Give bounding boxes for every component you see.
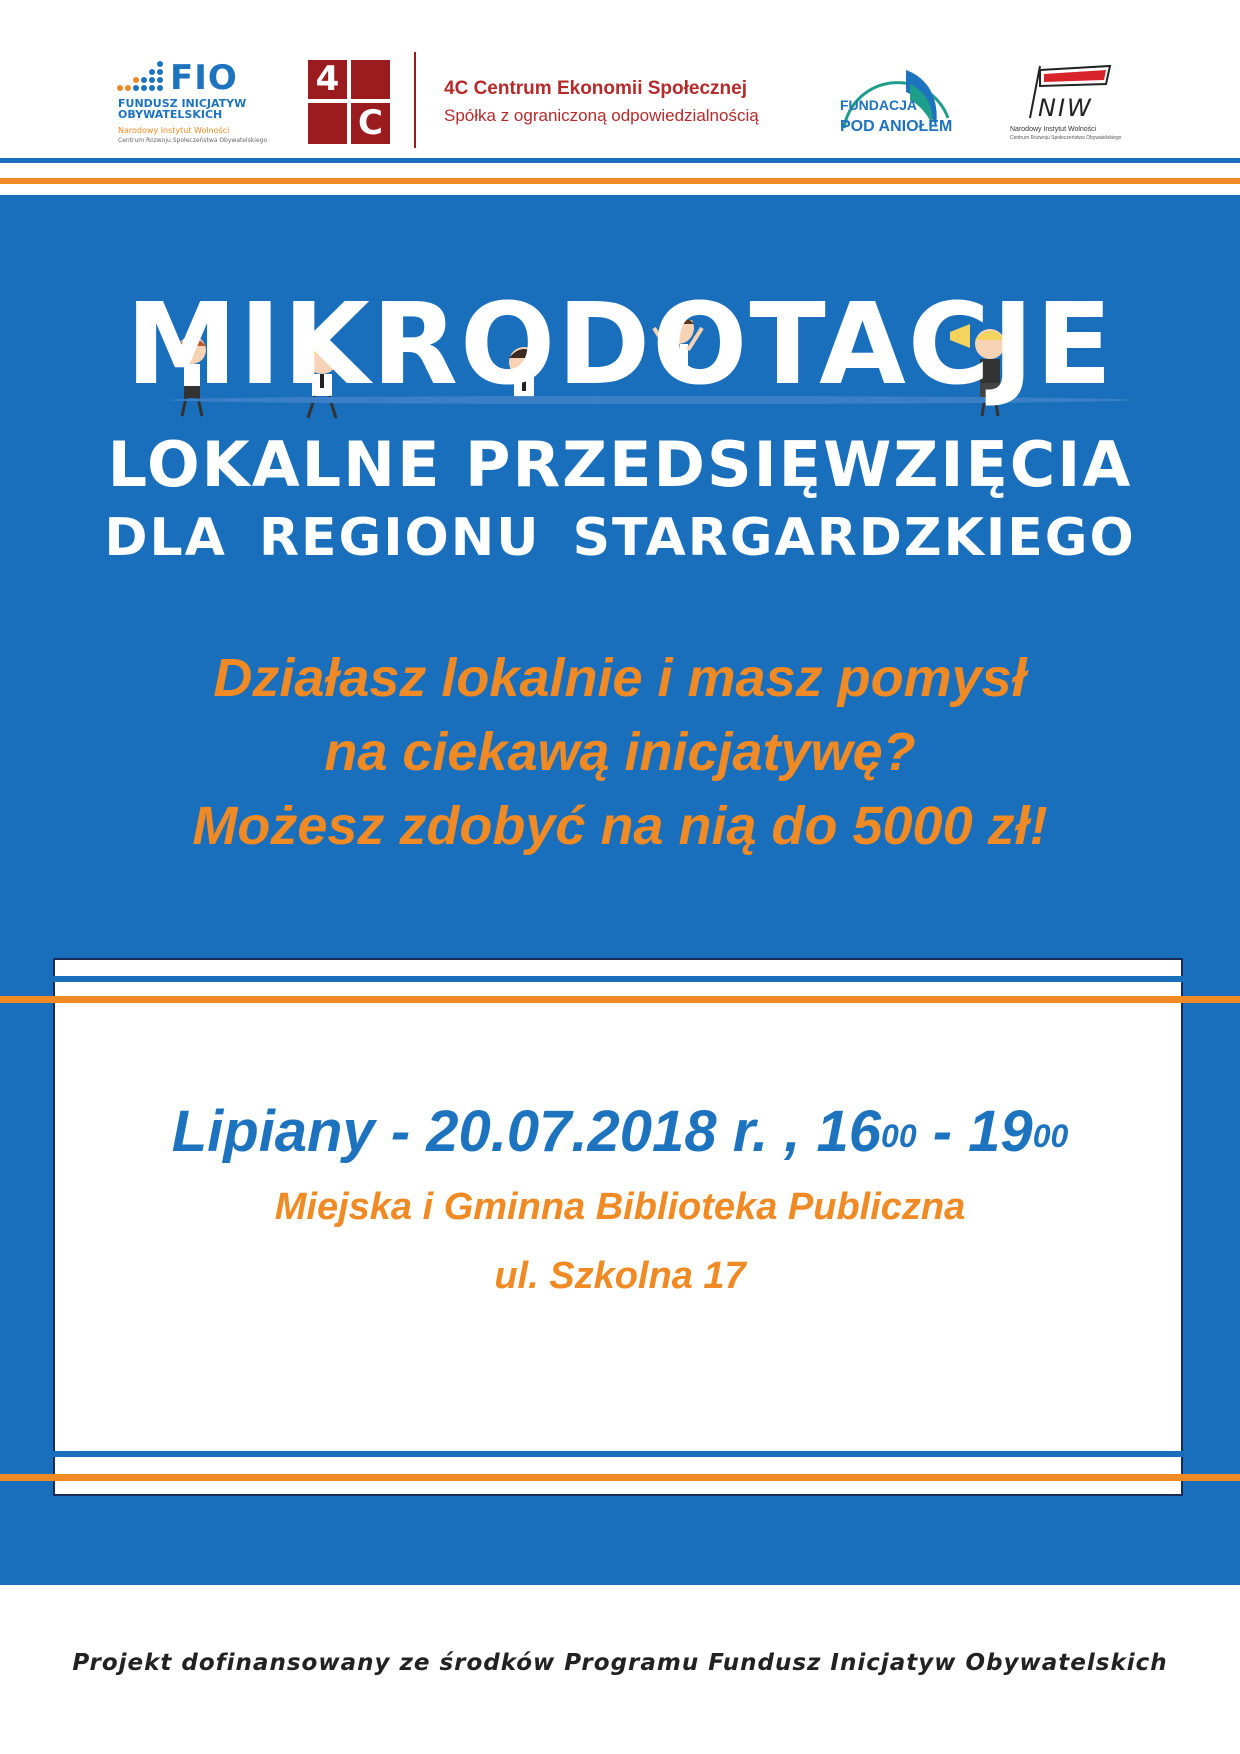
event-address: ul. Szkolna 17 (494, 1255, 746, 1297)
dots-icon (116, 58, 168, 96)
subtitle-region: DLA REGIONU STARGARDZKIEGO (104, 508, 1136, 568)
c4-mark: 4 C (308, 60, 390, 144)
box-stripe-orange-bottom (0, 1474, 1240, 1481)
niw-sub: Centrum Rozwoju Społeczeństwa Obywatelskiego (1010, 135, 1122, 141)
header-stripe-blue (0, 158, 1240, 163)
event-venue: Miejska i Gminna Biblioteka Publiczna (274, 1186, 966, 1228)
header-stripe-orange (0, 178, 1240, 184)
box-stripe-blue-top (53, 976, 1183, 982)
c4-divider (414, 52, 416, 148)
fio-subtitle: FUNDUSZ INICJATYW OBYWATELSKICH (118, 97, 247, 121)
c4-name: 4C Centrum Ekonomii Społecznej (444, 78, 747, 99)
fpa-bottom: POD ANIOŁEM (840, 118, 953, 135)
question-line-1: Działasz lokalnie i masz pomysł (213, 648, 1027, 708)
question-line-3: Możesz zdobyć na nią do 5000 zł! (192, 796, 1048, 856)
fio-tiny: Centrum Rozwoju Społeczeństwa Obywatelskiego (118, 137, 268, 144)
box-stripe-orange-top (0, 996, 1240, 1003)
subtitle-local: LOKALNE PRZEDSIĘWZIĘCIA (107, 428, 1133, 501)
fpa-top: FUNDACJA (840, 97, 917, 113)
niw-name: Narodowy Instytut Wolności (1010, 126, 1097, 133)
event-date-time: Lipiany - 20.07.2018 r. , $16^{00} - 19^{00}$ (171, 1099, 1069, 1164)
main-title: MIKRODOTACJE (125, 280, 1115, 410)
box-stripe-blue-bottom (53, 1451, 1183, 1457)
fio-small: Narodowy Instytut Wolności (118, 126, 230, 135)
fio-title: FIO (170, 58, 238, 98)
niw-mark: NIW (1038, 94, 1093, 122)
footer-note: Projekt dofinansowany ze środków Programu Fundusz Inicjatyw Obywatelskich (72, 1650, 1168, 1676)
c4-type: Spółka z ograniczoną odpowiedzialnością (444, 106, 759, 125)
question-line-2: na ciekawą inicjatywę? (324, 722, 916, 782)
